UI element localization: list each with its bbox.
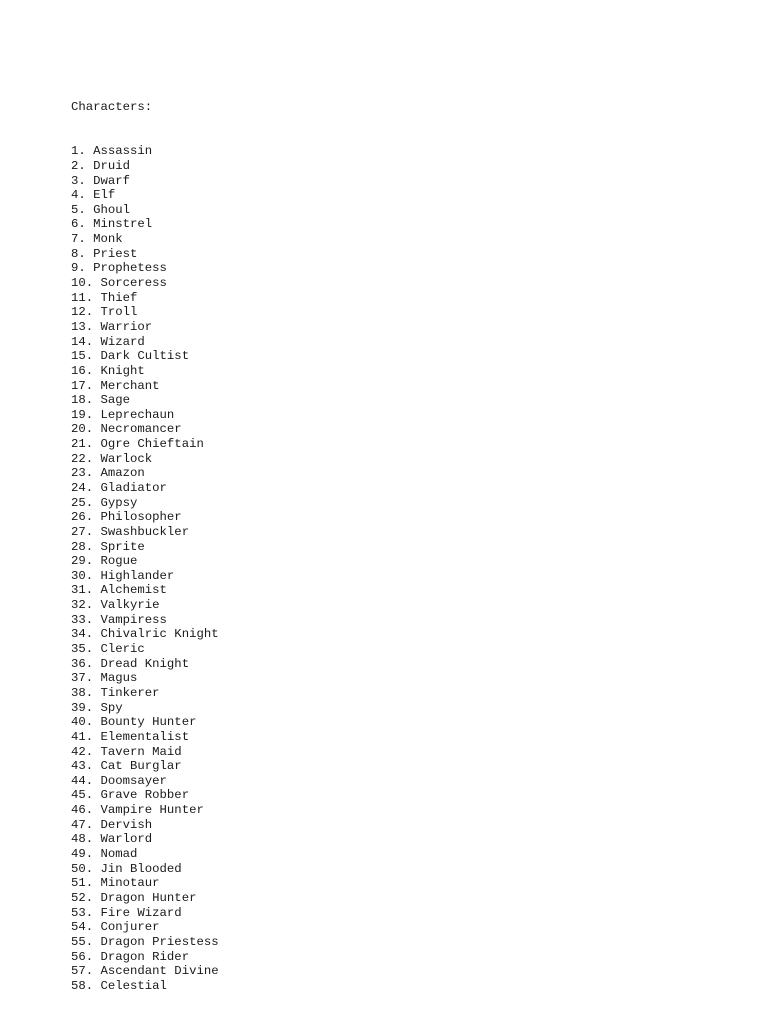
list-item: 23. Amazon: [71, 466, 145, 481]
list-item: 12. Troll: [71, 305, 138, 320]
character-list: [71, 144, 219, 993]
list-item: 52. Dragon Hunter: [71, 890, 197, 905]
list-item: 15. Dark Cultist: [71, 349, 190, 364]
list-item: 30. Highlander: [71, 568, 175, 583]
list-item: 8. Priest: [71, 246, 138, 261]
list-item: 24. Gladiator: [71, 481, 167, 495]
list-item: 4. Elf: [71, 188, 116, 203]
list-item: 6. Minstrel: [71, 217, 153, 232]
list-item: 41. Elementalist: [71, 729, 190, 744]
list-item: 10. Sorceress: [71, 276, 167, 291]
list-item: 44. Doomsayer: [71, 773, 167, 788]
list-item: 19. Leprechaun: [71, 407, 175, 422]
list-item: 2. Druid: [71, 158, 131, 173]
list-item: 17. Merchant: [71, 378, 160, 393]
list-item: 45. Grave Robber: [71, 788, 190, 803]
list-item: 21. Ogre Chieftain: [71, 437, 204, 452]
list-item: 1. Assassin: [71, 144, 153, 159]
list-item: 58. Celestial: [71, 978, 167, 993]
list-item: 43. Cat Burglar: [71, 759, 182, 774]
list-item: 54. Conjurer: [71, 920, 160, 935]
list-item: 11. Thief: [71, 290, 138, 305]
list-item: 16. Knight: [71, 363, 145, 378]
list-item: 53. Fire Wizard: [71, 905, 182, 920]
list-item: 48. Warlord: [71, 832, 153, 847]
list-item: 56. Dragon Rider: [71, 949, 190, 964]
list-item: 34. Chivalric Knight: [71, 627, 219, 642]
list-item: 22. Warlock: [71, 451, 153, 466]
list-item: 37. Magus: [71, 671, 138, 686]
list-item: 49. Nomad: [71, 847, 138, 862]
list-item: 31. Alchemist: [71, 583, 167, 598]
list-heading: Characters:: [71, 100, 153, 115]
list-item: 46. Vampire Hunter: [71, 803, 204, 818]
list-item: 7. Monk: [71, 232, 123, 247]
list-item: 3. Dwarf: [71, 173, 131, 188]
document-page: [71, 71, 219, 1008]
list-item: 47. Dervish: [71, 817, 153, 832]
list-item: 32. Valkyrie: [71, 598, 160, 613]
list-item: 35. Cleric: [71, 642, 145, 657]
list-item: 55. Dragon Priestess: [71, 934, 219, 949]
list-item: 40. Bounty Hunter: [71, 715, 197, 730]
list-item: 14. Wizard: [71, 334, 145, 349]
list-item: 36. Dread Knight: [71, 656, 190, 671]
list-item: 39. Spy: [71, 700, 123, 715]
list-item: 26. Philosopher: [71, 510, 182, 525]
list-item: 5. Ghoul: [71, 202, 131, 217]
list-item: 29. Rogue: [71, 554, 138, 569]
list-item: 33. Vampiress: [71, 612, 167, 627]
list-item: 57. Ascendant Divine: [71, 964, 219, 979]
list-item: 51. Minotaur: [71, 876, 160, 891]
list-item: 42. Tavern Maid: [71, 744, 182, 759]
list-item: 20. Necromancer: [71, 422, 182, 437]
list-item: 13. Warrior: [71, 319, 153, 334]
list-item: 25. Gypsy: [71, 495, 138, 510]
list-item: 9. Prophetess: [71, 261, 167, 276]
list-item: 38. Tinkerer: [71, 685, 160, 700]
list-item: 18. Sage: [71, 393, 131, 408]
list-item: 50. Jin Blooded: [71, 861, 182, 876]
list-item: 28. Sprite: [71, 539, 145, 554]
list-item: 27. Swashbuckler: [71, 524, 190, 539]
